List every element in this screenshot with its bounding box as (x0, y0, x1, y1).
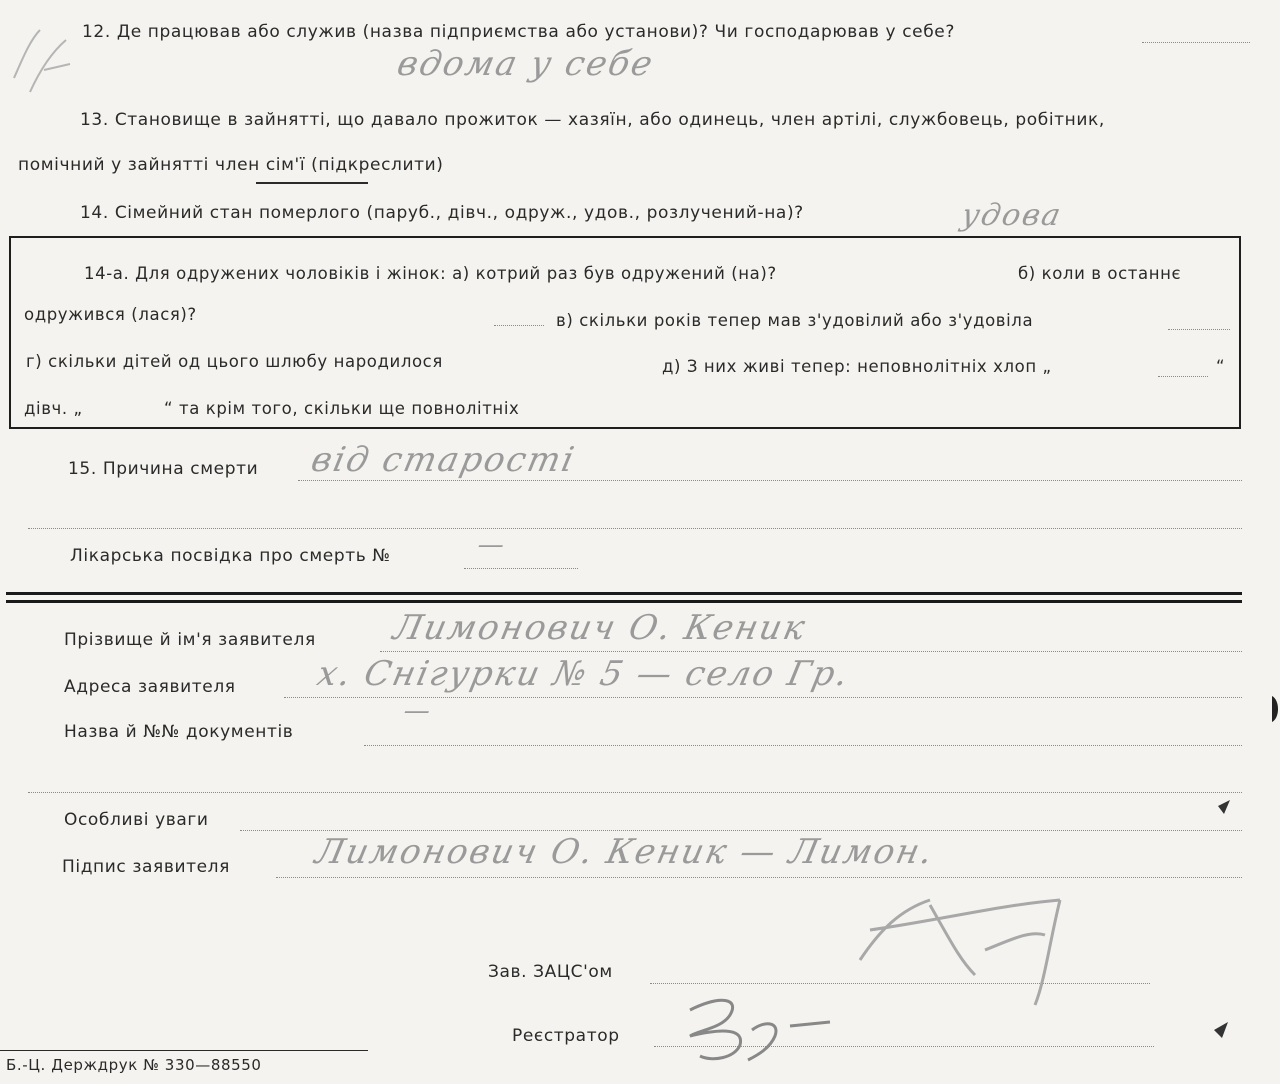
q14a-line3a: г) скільки дітей од цього шлюбу народилося (26, 352, 443, 371)
q14a-line1b: б) коли в останнє (1018, 264, 1182, 283)
edge-ink-mark-1 (1218, 800, 1230, 814)
applicant-signature: Лимонович О. Кеник — Лимон. (311, 832, 938, 872)
q12-answer: вдома у себе (393, 44, 658, 84)
q15-answer: від старості (307, 440, 580, 480)
edge-ink-mark-3 (1272, 696, 1278, 722)
margin-initials-mark (14, 30, 70, 92)
q14a-line2b: в) скільки років тепер мав з'удовілий або з'удовіла (556, 311, 1034, 330)
q14a-line2a: одружився (лася)? (24, 305, 197, 324)
documents-label: Назва й №№ документів (64, 722, 294, 742)
printer-imprint: Б.-Ц. Держдрук № 330—88550 (6, 1056, 262, 1074)
applicant-address-answer: х. Снігурки № 5 — село Гр. (313, 654, 854, 694)
applicant-name-answer: Лимонович О. Кеник (389, 608, 811, 648)
medical-certificate-answer: — (474, 530, 510, 560)
q14a-line3c: “ (1216, 357, 1226, 376)
q14a-line4a: дівч. „ (24, 399, 83, 418)
q14-label: 14. Сімейний стан померлого (паруб., дівч., одруж., удов., розлучений-на)? (80, 203, 804, 223)
registrar-label: Реєстратор (512, 1026, 620, 1046)
q12-label: 12. Де працював або служив (назва підприємства або установи)? Чи господарював у себе? (82, 22, 955, 42)
notes-label: Особливі уваги (64, 810, 209, 830)
q15-label: 15. Причина смерти (68, 459, 259, 479)
applicant-name-label: Прізвище й ім'я заявителя (64, 630, 316, 650)
edge-ink-mark-2 (1214, 1022, 1228, 1038)
applicant-address-label: Адреса заявителя (64, 677, 236, 697)
documents-answer: — (400, 696, 436, 726)
office-head-label: Зав. ЗАЦС'ом (488, 962, 613, 982)
q13-label-line1: 13. Становище в зайнятті, що давало прожиток — хазяїн, або одинець, член артілі, службовець, робітник, (80, 110, 1105, 130)
office-head-signature (860, 900, 1060, 1005)
q14a-line1a: 14-а. Для одружених чоловіків і жінок: а) котрий раз був одружений (на)? (84, 264, 777, 283)
q14a-line3b: д) З них живі тепер: неповнолітніх хлоп „ (662, 357, 1052, 376)
q14a-line4b: “ та крім того, скільки ще повнолітніх (164, 399, 520, 418)
registrar-signature (690, 1000, 830, 1060)
q13-label-line2: помічний у зайнятті член сім'ї (підкреслити) (18, 155, 444, 175)
signature-label: Підпис заявителя (62, 857, 230, 877)
medical-certificate-label: Лікарська посвідка про смерть № (70, 546, 391, 566)
q14-answer: удова (958, 198, 1066, 233)
